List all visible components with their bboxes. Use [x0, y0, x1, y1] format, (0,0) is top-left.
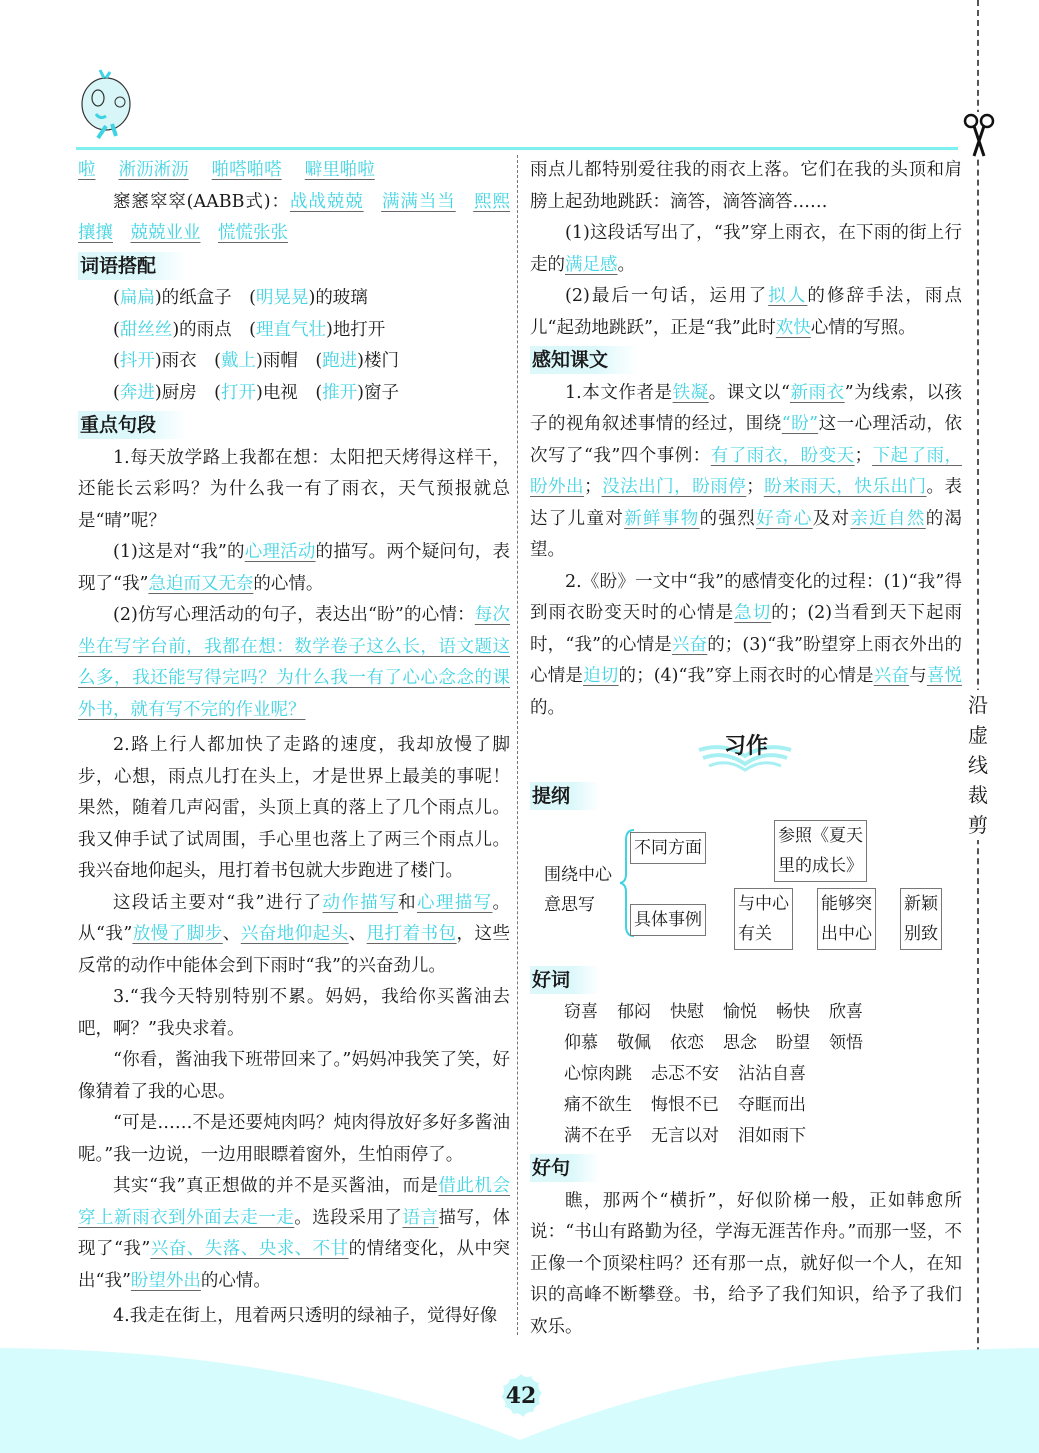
text: 、	[348, 924, 367, 944]
answer: 喜悦	[926, 666, 963, 686]
text: 、	[222, 924, 241, 944]
text: 这段话主要对“我”进行了	[113, 892, 323, 913]
answer: 急迫而又无奈	[148, 573, 254, 594]
answer: 放慢了脚步	[132, 924, 223, 944]
question-2	[78, 888, 510, 983]
answer: 兴奋	[873, 666, 910, 686]
question-1-1	[78, 537, 510, 600]
cut-label-char: 沿	[968, 693, 988, 717]
cut-label-char: 虚	[968, 723, 988, 747]
text: 的强烈	[699, 508, 757, 529]
question-1-2	[78, 600, 510, 726]
question-4-2	[530, 281, 962, 344]
answer: 慌慌张张	[218, 223, 288, 243]
answer: 啪嗒啪嗒	[211, 160, 282, 180]
word: 郁闷	[617, 1002, 651, 1022]
text: ；	[584, 477, 602, 497]
word: 沾沾自喜	[738, 1064, 806, 1084]
words-row	[564, 1028, 962, 1059]
onomatopoeia-line	[78, 155, 510, 187]
page-number: 42	[505, 1383, 537, 1409]
text: 这一心理活动，依次写了“我”四个事例：	[530, 414, 962, 466]
section-heading-good-sentence: 好句	[530, 1154, 600, 1182]
text: 与	[909, 666, 927, 686]
text: (1)这是对“我”的	[113, 542, 245, 562]
text: 的渴望。	[530, 508, 963, 560]
answer: 噼里啪啦	[304, 160, 375, 180]
answer: 欢快	[775, 317, 811, 338]
aabb-prefix: 窸窸窣窣(AABB式)：	[113, 191, 290, 212]
word: 无言以对	[651, 1126, 719, 1146]
answer: 语言	[402, 1207, 439, 1228]
word: 快慰	[670, 1002, 704, 1022]
left-column	[78, 155, 510, 1333]
text: 的；(3)“我”盼望穿上雨衣外出的心情是	[530, 634, 962, 686]
composition-title: 习作	[723, 734, 768, 759]
outline-line: 出中心	[821, 923, 872, 944]
text: (2)仿写心理活动的句子，表达出“盼”的心情：	[113, 605, 475, 625]
text: (1)这段话写出了，“我”穿上雨衣，在下雨的街上行走的	[530, 223, 962, 275]
answer: 没法出门，盼雨停	[601, 477, 747, 497]
answer: 扁扁	[119, 288, 155, 308]
answer: 盼来雨天，快乐出门	[763, 477, 927, 497]
match-row: (扁扁)的纸盒子 (明晃晃)的玻璃	[113, 288, 368, 308]
text: 的；(2)当看到天下起雨时，“我”的心情是	[530, 603, 963, 655]
cut-label-char: 线	[968, 753, 988, 777]
text: ；	[854, 445, 873, 466]
word: 痛不欲生	[564, 1095, 632, 1115]
answer: 心理描写	[416, 892, 493, 913]
answer: 战战兢兢	[289, 191, 364, 212]
word: 领悟	[829, 1033, 863, 1053]
word: 泪如雨下	[738, 1126, 806, 1146]
answer: 亲近自然	[850, 508, 926, 529]
answer: 兴奋地仰起头	[240, 924, 349, 944]
words-row	[564, 1121, 962, 1152]
outline-line: 与中心	[738, 893, 789, 914]
cut-along-dashed-line-label	[966, 690, 990, 840]
words-row	[564, 1090, 962, 1121]
text: ，这些反常的动作中能体会到下雨时“我”的兴奋劲儿。	[78, 924, 511, 976]
answer: 满足感	[565, 254, 618, 275]
passage-3-p2: “你看，酱油我下班带回来了。”妈妈冲我笑了笑，好像猜着了我的心思。	[78, 1050, 510, 1102]
answer: 兴奋	[671, 634, 708, 655]
answer: 动作描写	[322, 892, 399, 913]
question-4-1	[530, 218, 962, 281]
scissors-icon	[962, 112, 996, 158]
match-text: 的纸盒子	[161, 288, 232, 308]
perceive-2	[530, 567, 962, 725]
section-heading-outline: 提纲	[530, 782, 600, 810]
outline-root	[544, 860, 612, 920]
text: 的。	[530, 697, 565, 718]
words-row	[564, 1059, 962, 1090]
answer: 戴上	[220, 351, 256, 371]
text: 的描写。两个疑问句，表现了“我”	[78, 542, 511, 594]
word: 夺眶而出	[738, 1095, 806, 1115]
answer: “盼”	[781, 414, 819, 434]
word: 敬佩	[617, 1033, 651, 1053]
word: 愉悦	[723, 1002, 757, 1022]
passage-3-p3: “可是……不是还要炖肉吗？炖肉得放好多好多酱油呢。”我一边说，一边用眼瞟着窗外，生怕雨停了。	[78, 1113, 510, 1165]
answer: 新鲜事物	[624, 508, 700, 529]
text: 。选段采用了	[294, 1207, 403, 1228]
passage-4-cont: 雨点儿都特别爱往我的雨衣上落。它们在我的头顶和肩膀上起劲地跳跃：滴答，滴答滴答……	[530, 160, 962, 212]
word: 依恋	[670, 1033, 704, 1053]
question-3	[78, 1171, 510, 1297]
match-text: 厨房	[161, 382, 197, 403]
outline-branch-examples: 具体事例	[630, 904, 706, 936]
answer: 铁凝	[672, 382, 709, 403]
word: 忐忑不安	[651, 1064, 719, 1084]
outline-line: 参照《夏天	[778, 825, 863, 846]
text: 1.本文作者是	[565, 382, 673, 403]
answer: 拟人	[768, 286, 808, 306]
match-text: 楼门	[363, 351, 399, 371]
apple-mascot-icon	[76, 68, 140, 142]
answer: 兢兢业业	[130, 223, 201, 243]
header-rule	[76, 147, 958, 150]
outline-root-line: 围绕中心	[544, 864, 612, 885]
good-words-list	[530, 997, 962, 1152]
answer: 心理活动	[244, 542, 316, 562]
perceive-1	[530, 378, 962, 567]
outline-line: 别致	[904, 923, 938, 944]
word: 满不在乎	[564, 1126, 632, 1146]
text: 其实“我”真正想做的并不是买酱油，而是	[113, 1176, 439, 1196]
answer: 新雨衣	[789, 382, 845, 403]
word: 盼望	[776, 1033, 810, 1053]
right-column	[530, 155, 962, 1343]
answer: 明晃晃	[255, 288, 309, 308]
outline-req-novel	[900, 888, 942, 950]
match-text: 的玻璃	[315, 288, 368, 308]
text: ；	[746, 477, 764, 497]
words-row	[564, 997, 962, 1028]
answer: 急切	[734, 603, 772, 623]
answer: 打开	[220, 382, 256, 403]
answer: 啦	[78, 160, 96, 180]
answer: 下起了雨，盼外出	[530, 445, 963, 497]
section-heading-perceive-text: 感知课文	[530, 346, 638, 374]
text: 的；(4)“我”穿上雨衣时的心情是	[618, 666, 874, 686]
word: 仰慕	[564, 1033, 598, 1053]
text: 。	[617, 254, 635, 275]
passage-4-start: 4.我走在街上，甩着两只透明的绿袖子，觉得好像	[113, 1306, 498, 1326]
word: 心惊肉跳	[564, 1064, 632, 1084]
cut-label-char: 剪	[968, 813, 988, 837]
outline-branch-aspects: 不同方面	[630, 832, 706, 864]
match-row: (奔进)厨房 (打开)电视 (推开)窗子	[113, 382, 399, 403]
match-row: (甜丝丝)的雨点 (理直气壮)地打开	[113, 319, 386, 340]
text: 描写，体现了“我”	[78, 1207, 511, 1259]
answer: 每次坐在写字台前，我都在想：数学卷子这么长，语文题这么多，我还能写得完吗？为什么我一有了心心念念的课外书，就有写不完的作业呢？	[78, 605, 510, 720]
text: 的情绪变化，从中突出“我”	[78, 1239, 510, 1291]
word: 欣喜	[829, 1002, 863, 1022]
word: 畅快	[776, 1002, 810, 1022]
match-text: 雨衣	[161, 351, 197, 371]
text: 。从“我”	[78, 892, 511, 944]
text: 和	[398, 892, 417, 913]
outline-req-highlight	[817, 888, 876, 950]
column-divider	[517, 155, 518, 1335]
text: 及对	[812, 508, 851, 529]
text: 的心情。	[253, 573, 324, 594]
outline-req-related	[734, 888, 793, 950]
answer: 推开	[322, 382, 358, 403]
word: 悔恨不已	[651, 1095, 719, 1115]
text: ”为线索，以孩子的视角叙述事情的经过，围绕	[530, 382, 963, 434]
match-row: (抖开)雨衣 (戴上)雨帽 (跑进)楼门	[113, 351, 399, 371]
outline-line: 有关	[738, 923, 772, 944]
good-sentence: 瞧，那两个“横折”，好似阶梯一般，正如韩愈所说：“书山有路勤为径，学海无涯苦作舟。”而那一竖，不正像一个顶梁柱吗？还有那一点，就好似一个人，在知识的高峰不断攀登。书，给予了我们知识，给予了我们欢乐。	[530, 1190, 962, 1337]
match-text: 雨帽	[262, 351, 298, 371]
answer: 熙熙攘攘	[78, 191, 511, 243]
outline-root-line: 意思写	[544, 894, 595, 915]
word: 窃喜	[564, 1002, 598, 1022]
text: 。表达了儿童对	[530, 477, 963, 529]
outline-diagram	[530, 814, 962, 964]
passage-3-p1: 3.“我今天特别特别不累。妈妈，我给你买酱油去吧，啊？”我央求着。	[78, 987, 510, 1039]
outline-line: 能够突	[821, 893, 872, 914]
answer: 抖开	[119, 351, 155, 371]
answer: 盼望外出	[130, 1270, 201, 1291]
text: (2)最后一句话，运用了	[565, 286, 769, 306]
passage-1: 1.每天放学路上我都在想：太阳把天烤得这样干，还能长云彩吗？为什么我一有了雨衣，天气预报就总是“晴”呢？	[78, 447, 510, 531]
answer: 淅沥淅沥	[118, 160, 189, 180]
answer: 甩打着书包	[366, 924, 457, 944]
answer: 满满当当	[381, 191, 456, 212]
section-heading-good-words: 好词	[530, 966, 600, 994]
aabb-line	[78, 187, 510, 250]
text: 2.《盼》一文中“我”的感情变化的过程：(1)“我”得到雨衣盼变天时的心情是	[530, 571, 962, 623]
answer: 甜丝丝	[119, 319, 173, 340]
answer: 兴奋、失落、央求、不甘	[150, 1239, 349, 1259]
match-text: 窗子	[363, 382, 399, 403]
outline-line: 新颖	[904, 893, 938, 914]
passage-2: 2.路上行人都加快了走路的速度，我却放慢了脚步，心想，雨点儿打在头上，才是世界上最美的事呢！果然，随着几声闷雷，头顶上真的落上了几个雨点儿。我又伸手试了试周围，手心里也落上了两三个雨点儿。我兴奋地仰起头，甩打着书包就大步跑进了楼门。	[78, 735, 510, 881]
answer: 有了雨衣，盼变天	[710, 445, 855, 466]
outline-line: 里的成长》	[778, 855, 863, 876]
answer: 迫切	[583, 666, 619, 686]
answer: 理直气壮	[255, 319, 326, 340]
text: 的修辞手法，雨点儿“起劲地跳跃”，正是“我”此时	[530, 286, 963, 338]
section-heading-key-passages: 重点句段	[78, 411, 186, 439]
cut-label-char: 裁	[968, 783, 988, 807]
answer: 好奇心	[756, 508, 813, 529]
match-text: 地打开	[332, 319, 386, 340]
text: 心情的写照。	[810, 317, 916, 338]
outline-reference	[774, 820, 867, 882]
composition-heading	[530, 730, 962, 780]
text: 的心情。	[200, 1270, 271, 1291]
answer: 奔进	[119, 382, 155, 403]
answer: 借此机会穿上新雨衣到外面去走一走	[78, 1176, 510, 1228]
match-text: 的雨点	[179, 319, 232, 340]
section-heading-word-matching: 词语搭配	[78, 252, 186, 280]
match-text: 电视	[262, 382, 298, 403]
answer: 跑进	[322, 351, 358, 371]
text: 。课文以“	[708, 382, 790, 403]
word: 思念	[723, 1033, 757, 1053]
